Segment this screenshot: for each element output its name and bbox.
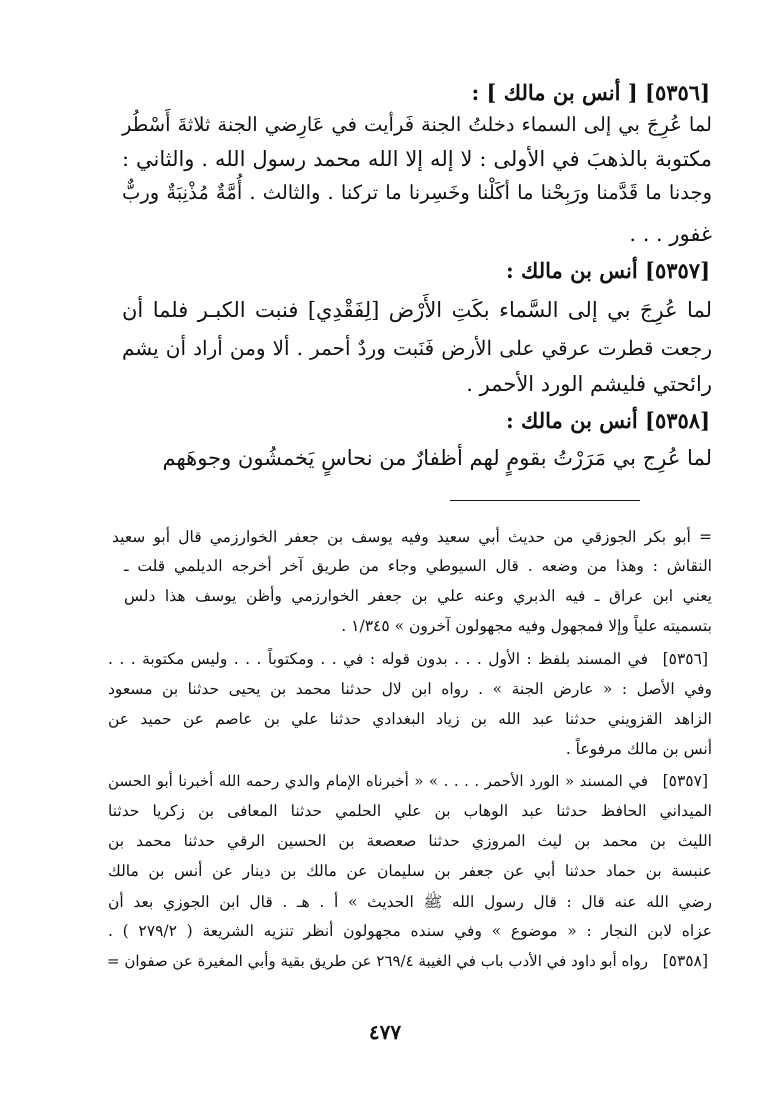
footnote-line: عنبسة بن حماد حدثنا أبي عن جعفر بن سليمان عن مالك بن دينار عن أنس بن مالك <box>108 862 712 880</box>
entry-text-line: لما عُرِجَ بي إلى السَّماء بكَتِ الأَرْض [لِفَقْدِي] فنبت الكبـر فلما أن <box>122 298 712 322</box>
footnote-line: رضي الله عنه قال : قال رسول الله ﷺ الحديث » أ . هـ . قال ابن الجوزي بعد أن <box>108 893 712 911</box>
footnote-line: الزاهد القزويني حدثنا عبد الله بن زياد البغدادي حدثنا علي بن عاصم عن حميد عن <box>108 710 712 728</box>
footnote-line: النقاش : وهذا من وضعه . قال السيوطي وجاء من طريق آخر أخرجه الديلمي قلت ـ <box>124 557 712 575</box>
entry-text-line: وجدنا ما قَدَّمنا ورَبِحْنا ما أكَلْنا وخَسِرنا ما تركنا . والثالث . أُمَّةٌ مُذْنِبَةٌ وربٌّ <box>122 181 712 204</box>
footnote-number: [٥٣٥٧] <box>662 772 708 790</box>
footnote-line: الليث بن محمد بن ليث المروزي حدثنا صعصعة بن الحسين الرقي حدثنا محمد بن <box>108 832 712 850</box>
entry-text-line: مكتوبة بالذهبَ في الأولى : لا إله إلا الله محمد رسول الله . والثاني : <box>122 147 712 171</box>
entry-heading: [٥٣٥٨] أنس بن مالك : <box>505 408 710 433</box>
page-number: ٤٧٧ <box>368 1020 402 1044</box>
footnote-line: = أبو بكر الجوزقي من حديث أبي سعيد وفيه يوسف بن جعفر الخوارزمي قال أبو سعيد <box>112 528 712 546</box>
entry-heading: [٥٣٥٧] أنس بن مالك : <box>505 258 710 283</box>
footnote-line: في المسند بلفظ : الأول . . . بدون قوله : في . . ومكتوباً . . . وليس مكتوبة . . . <box>108 650 648 668</box>
entry-text-line: غفور . . . <box>629 222 712 246</box>
footnote-line: بتسميته علياً وإلا فمجهول وفيه مجهولون آخرون » ١/٣٤٥ . <box>341 617 712 635</box>
footnote-line: عزاه لابن النجار : « موضوع » وفي سنده مجهولون أنظر تنزيه الشريعة ( ٢٧٩/٢ ) . <box>108 922 712 940</box>
footnote-line: أنس بن مالك مرفوعاً . <box>565 740 712 758</box>
footnote-divider <box>450 500 640 501</box>
entry-heading: [٥٣٥٦] [ أنس بن مالك ] : <box>471 80 710 105</box>
footnote-line: رواه أبو داود في الأدب باب في الغيبة ٢٦٩/٤ عن طريق بقية وأبي المغيرة عن صفوان = <box>107 952 648 970</box>
footnote-number: [٥٣٥٦] <box>662 650 708 668</box>
footnote-line: في المسند « الورد الأحمر . . . . » « أخبرناه الإمام والدي رحمه الله أخبرنا أبو الحسن <box>108 772 648 790</box>
footnote-line: يعني ابن عراق ـ فيه الدبري وعنه علي بن جعفر الخوارزمي وأظن يوسف هذا دلس <box>124 587 712 605</box>
entry-text-line: رائحتي فليشم الورد الأحمر . <box>466 372 712 396</box>
footnote-number: [٥٣٥٨] <box>662 952 708 970</box>
footnote-line: وفي الأصل : « عارض الجنة » . رواه ابن لال حدثنا محمد بن يحيى حدثنا بن مسعود <box>108 680 712 698</box>
footnote-line: الميداني الحافظ حدثنا عبد الوهاب بن علي الحلمي حدثنا المعافى بن زكريا حدثنا <box>108 802 712 820</box>
entry-text-line: لما عُرِجَ بي إلى السماء دخلتُ الجنة فَرأيت في عَارِضي الجنة ثلاثةَ أَسْطُر <box>122 113 712 136</box>
entry-text-line: لما عُرِج بي مَرَرْتُ بقومٍ لهم أظفارٌ من نحاسٍ يَخمشُون وجوهَهم <box>162 446 712 470</box>
entry-text-line: رجعت قطرت عرقي على الأرض فَنَبت وردٌ أحمر . ألا ومن أراد أن يشم <box>122 336 712 360</box>
